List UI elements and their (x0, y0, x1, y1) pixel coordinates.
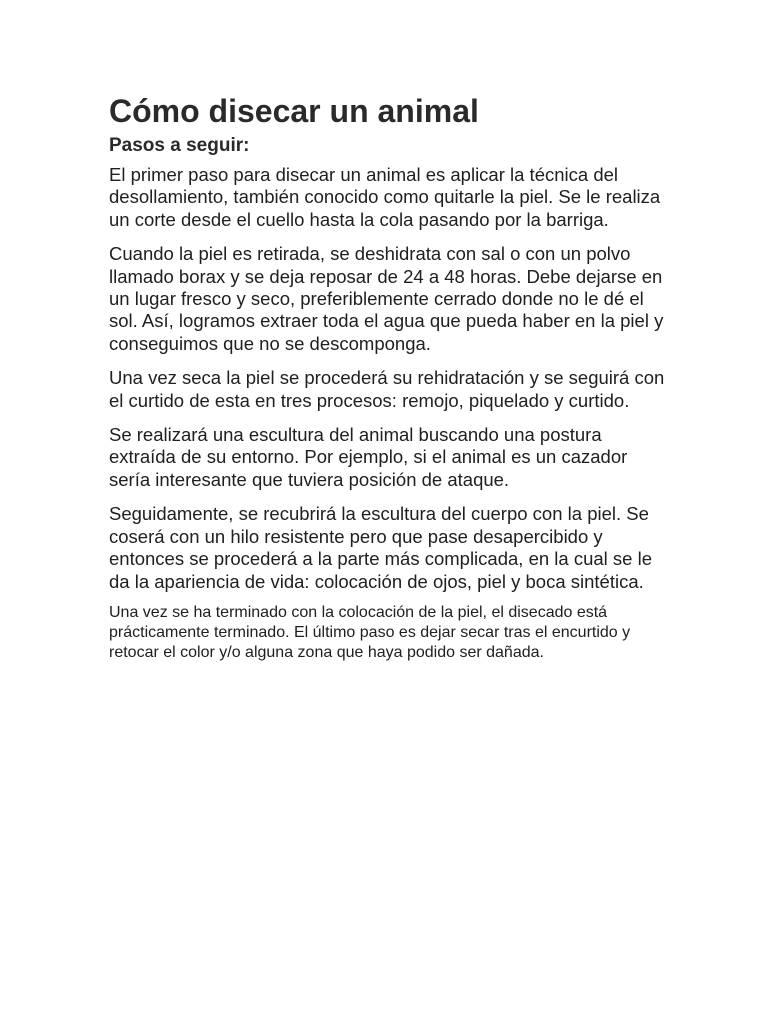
page-title: Cómo disecar un animal (109, 93, 479, 129)
paragraph-4: Se realizará una escultura del animal buscando una postura extraída de su entorno. Por ejemplo, si el animal es un cazador sería interesante que tuviera posición de ataque. (109, 424, 628, 490)
paragraph-3: Una vez seca la piel se procederá su rehidratación y se seguirá con el curtido de esta en tres procesos: remojo, piquelado y curtido. (109, 367, 665, 411)
document-page (109, 90, 669, 675)
paragraph-2: Cuando la piel es retirada, se deshidrata con sal o con un polvo llamado borax y se deja reposar de 24 a 48 horas. Debe dejarse en un lugar fresco y seco, preferiblemente cerrado donde no le dé el sol. Así, logramos extraer toda el agua que pueda haber en la piel y conseguimos que no se descomponga. (109, 243, 664, 354)
paragraph-1: El primer paso para disecar un animal es aplicar la técnica del desollamiento, también conocido como quitarle la piel. Se le realiza un corte desde el cuello hasta la cola pasando por la barriga. (109, 164, 661, 230)
section-subtitle: Pasos a seguir: (109, 135, 250, 156)
paragraph-6: Una vez se ha terminado con la colocación de la piel, el disecado está prácticamente terminado. El último paso es dejar secar tras el encurtido y retocar el color y/o alguna zona que haya podido ser dañada. (109, 603, 631, 661)
paragraph-5: Seguidamente, se recubrirá la escultura del cuerpo con la piel. Se coserá con un hilo resistente pero que pase desapercibido y entonces se procederá a la parte más complicada, en la cual se le da la apariencia de vida: colocación de ojos, piel y boca sintética. (109, 503, 652, 592)
